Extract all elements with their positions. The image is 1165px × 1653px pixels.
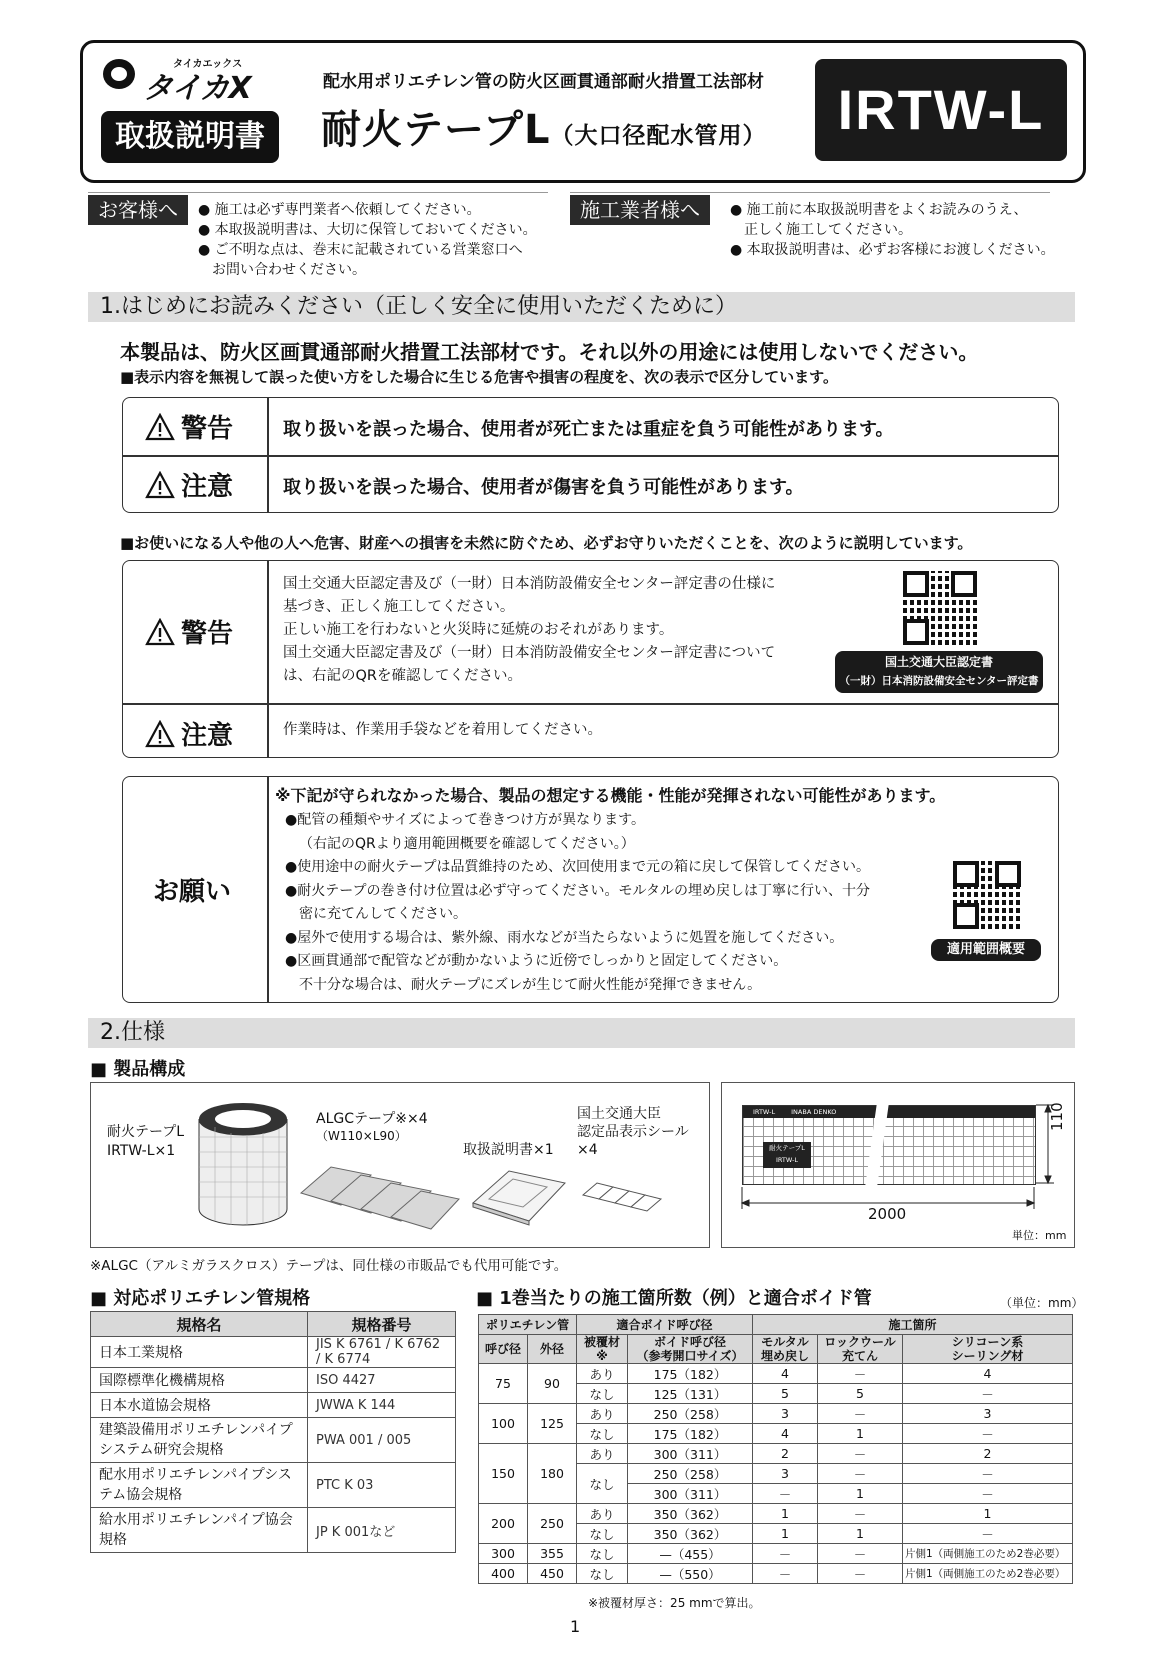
- note-text: お問い合わせください。: [212, 262, 366, 278]
- void-size: 175（182）: [628, 1424, 753, 1444]
- rockwool-count: －: [818, 1564, 903, 1584]
- column-header: 呼び径: [479, 1335, 528, 1364]
- rockwool-count: 1: [818, 1524, 903, 1544]
- standards-table: [90, 1311, 456, 1553]
- caution-triangle-icon: [145, 471, 175, 499]
- cover-material: なし: [577, 1544, 628, 1564]
- column-header: 施工箇所: [753, 1315, 1073, 1335]
- standard-name: 建築設備用ポリエチレンパイプシステム研究会規格: [91, 1418, 308, 1463]
- silicone-count: 4: [903, 1364, 1073, 1384]
- note-text: 本取扱説明書は、必ずお客様にお渡しください。: [746, 242, 1055, 258]
- silicone-count: 3: [903, 1404, 1073, 1424]
- warning-line: 正しい施工を行わないと火災時に延焼のおそれがあります。: [283, 622, 674, 638]
- seal-line: ×4: [577, 1142, 598, 1158]
- cover-material: あり: [577, 1444, 628, 1464]
- silicone-count: －: [903, 1464, 1073, 1484]
- installer-notes: [730, 200, 1070, 260]
- qr-caption-scope: 適用範囲概要: [931, 939, 1041, 961]
- caution-label: [145, 466, 233, 503]
- mortar-count: 3: [753, 1404, 818, 1424]
- outer-diameter: 450: [528, 1564, 577, 1584]
- label-text: 注意: [181, 472, 234, 502]
- header-line: シリコーン系: [951, 1335, 1024, 1349]
- mortar-count: 3: [753, 1464, 818, 1484]
- section1-lead: 本製品は、防火区画貫通部耐火措置工法部材です。それ以外の用途には使用しないでください。: [120, 340, 979, 364]
- standard-code: JP K 001など: [308, 1508, 456, 1553]
- rockwool-count: 1: [818, 1484, 903, 1504]
- seal-label: [577, 1105, 689, 1159]
- product-title-main: 耐火テープL: [321, 107, 551, 153]
- warning-label: [145, 408, 233, 445]
- cover-material: あり: [577, 1504, 628, 1524]
- void-size: 350（362）: [628, 1524, 753, 1544]
- outer-diameter: 125: [528, 1404, 577, 1444]
- table-row: [479, 1544, 1073, 1564]
- logo-kana: タイカエックス: [173, 59, 243, 70]
- count-table-title: ■ 1巻当たりの施工箇所数（例）と適合ボイド管: [476, 1288, 872, 1309]
- rockwool-count: －: [818, 1544, 903, 1564]
- unit-label: 単位：mm: [1012, 1229, 1067, 1242]
- table-row: [91, 1368, 456, 1393]
- standard-code: PWA 001 / 005: [308, 1418, 456, 1463]
- silicone-count: 2: [903, 1444, 1073, 1464]
- table-row: [91, 1418, 456, 1463]
- standard-name: 日本水道協会規格: [91, 1393, 308, 1418]
- column-header: ポリエチレン管: [479, 1315, 577, 1335]
- mortar-count: 1: [753, 1524, 818, 1544]
- tape-print-text: 耐火テープL: [769, 1144, 805, 1152]
- table-row: [91, 1463, 456, 1508]
- header-line: 埋め戻し: [760, 1349, 809, 1363]
- divider: [123, 703, 1058, 705]
- column-header: 規格名: [91, 1312, 308, 1337]
- warning-label: [145, 613, 233, 650]
- request-item: （右記のQRより適用範囲概要を確認してください。）: [299, 835, 635, 852]
- mortar-count: －: [753, 1564, 818, 1584]
- table-row: [479, 1404, 1073, 1424]
- cover-material: なし: [577, 1464, 628, 1504]
- note-item: ● ご不明な点は、巻末に記載されている営業窓口へ: [198, 242, 523, 258]
- column-header: 外径: [528, 1335, 577, 1364]
- product-composition-illustration: [90, 1082, 710, 1248]
- void-size: —（455）: [628, 1544, 753, 1564]
- outer-diameter: 90: [528, 1364, 577, 1404]
- installer-tag: 施工業者様へ: [570, 195, 710, 225]
- cover-material: なし: [577, 1564, 628, 1584]
- nominal-diameter: 300: [479, 1544, 528, 1564]
- rockwool-count: －: [818, 1364, 903, 1384]
- header-line: モルタル: [761, 1335, 809, 1349]
- note-item: ● 本取扱説明書は、大切に保管しておいてください。: [198, 222, 537, 238]
- section1-title: 1.はじめにお読みください（正しく安全に使用いただくために）: [88, 292, 1075, 322]
- request-item: ●屋外で使用する場合は、紫外線、雨水などが当たらないように処置を施してください。: [285, 929, 844, 946]
- tape-label: [107, 1123, 184, 1161]
- rockwool-count: －: [818, 1504, 903, 1524]
- standards-title: ■ 対応ポリエチレン管規格: [90, 1288, 311, 1309]
- header-line: （参考開口サイズ）: [636, 1349, 744, 1363]
- void-size: 300（311）: [628, 1444, 753, 1464]
- column-header: [903, 1335, 1073, 1364]
- algc-label: [316, 1111, 428, 1145]
- scope-qr-code[interactable]: [953, 861, 1021, 929]
- warning-text: [283, 573, 823, 688]
- tape-count: IRTW-L×1: [107, 1143, 176, 1159]
- column-header: [628, 1335, 753, 1364]
- warning-triangle-icon: [145, 413, 175, 441]
- note-text: 本取扱説明書は、大切に保管しておいてください。: [214, 222, 537, 238]
- hazard-level-table: [122, 397, 1059, 513]
- note-item: ● 施工前に本取扱説明書をよくお読みのうえ、: [730, 202, 1028, 218]
- product-title: [321, 98, 767, 155]
- table-header-row: [91, 1312, 456, 1337]
- mortar-count: 1: [753, 1504, 818, 1524]
- warning-line: 国土交通大臣認定書及び（一財）日本消防設備安全センター評定書について: [283, 645, 776, 661]
- brand-logo: [103, 55, 278, 106]
- section1-intro2: ■お使いになる人や他の人へ危害、財産への損害を未然に防ぐため、必ずお守りいただくことを、次のように説明しています。: [120, 534, 973, 552]
- column-header: 被覆材※: [577, 1335, 628, 1364]
- logo-mark-icon: [103, 59, 135, 89]
- document-header: [80, 40, 1086, 183]
- label-text: 警告: [181, 414, 234, 444]
- request-item: ●配管の種類やサイズによって巻きつけ方が異なります。: [285, 812, 645, 828]
- algc-size: （W110×L90）: [316, 1129, 407, 1143]
- standard-name: 給水用ポリエチレンパイプ協会規格: [91, 1508, 308, 1553]
- column-header: 適合ボイド呼び径: [577, 1315, 753, 1335]
- request-list: [285, 809, 905, 997]
- logo-text: タイカX: [143, 71, 251, 106]
- caution-label: [145, 715, 233, 752]
- table-row: [479, 1504, 1073, 1524]
- label-text: 警告: [181, 619, 234, 649]
- warning-triangle-icon: [145, 618, 175, 646]
- request-item: ●耐火テープの巻き付け位置は必ず守ってください。モルタルの埋め戻しは丁寧に行い、十分: [285, 882, 870, 899]
- table-row: [91, 1508, 456, 1553]
- request-label: お願い: [153, 877, 232, 907]
- composition-title: ■ 製品構成: [90, 1059, 186, 1080]
- divider: [123, 455, 1058, 457]
- algc-sheets-icon: [291, 1153, 461, 1239]
- rockwool-count: －: [818, 1404, 903, 1424]
- cover-material: なし: [577, 1424, 628, 1444]
- caution-text: 作業時は、作業用手袋などを着用してください。: [283, 722, 602, 738]
- rockwool-count: －: [818, 1444, 903, 1464]
- manual-item-label: 取扱説明書×1: [463, 1142, 554, 1158]
- cover-material: なし: [577, 1384, 628, 1404]
- page-number: 1: [570, 1617, 581, 1636]
- section1-intro1: ■表示内容を無視して誤った使い方をした場合に生じる危害や損害の程度を、次の表示で区分しています。: [120, 368, 838, 386]
- request-box: [122, 776, 1059, 1003]
- algc-note: ※ALGC（アルミガラスクロス）テープは、同仕様の市販品でも代用可能です。: [90, 1258, 568, 1274]
- header-line: ボイド呼び径: [653, 1335, 726, 1349]
- warning-line: は、右記のQRを確認してください。: [283, 668, 522, 684]
- caption-line: 国土交通大臣認定書: [884, 655, 993, 669]
- silicone-count: －: [903, 1424, 1073, 1444]
- note-item: ● 施工は必ず専門業者へ依頼してください。: [198, 202, 481, 218]
- note-text: 施工は必ず専門業者へ依頼してください。: [214, 202, 481, 218]
- silicone-count: －: [903, 1524, 1073, 1544]
- manual-badge: 取扱説明書: [101, 111, 279, 163]
- void-size: —（550）: [628, 1564, 753, 1584]
- table-row: [479, 1444, 1073, 1464]
- request-item: ●区画貫通部で配管などが動かないように近傍でしっかりと固定してください。: [285, 953, 788, 969]
- count-table-unit: （単位：mm）: [1000, 1296, 1084, 1310]
- outer-diameter: 250: [528, 1504, 577, 1544]
- request-item: 不十分な場合は、耐火テープにズレが生じて耐火性能が発揮できません。: [299, 976, 762, 993]
- tape-print-text: IRTW-L: [775, 1156, 799, 1164]
- standard-code: ISO 4427: [308, 1368, 456, 1393]
- note-item: ● 本取扱説明書は、必ずお客様にお渡しください。: [730, 242, 1055, 258]
- table-header-row: [479, 1315, 1073, 1335]
- standard-name: 配水用ポリエチレンパイプシステム協会規格: [91, 1463, 308, 1508]
- silicone-count: －: [903, 1384, 1073, 1404]
- standard-code: JWWA K 144: [308, 1393, 456, 1418]
- tape-roll-icon: [195, 1097, 291, 1235]
- nominal-diameter: 400: [479, 1564, 528, 1584]
- table-row: [479, 1564, 1073, 1584]
- silicone-count: 1: [903, 1504, 1073, 1524]
- cover-material: なし: [577, 1524, 628, 1544]
- certification-seal-icon: [579, 1169, 669, 1213]
- silicone-count: 片側1（両側施工のため2巻必要）: [903, 1544, 1073, 1564]
- void-size: 250（258）: [628, 1464, 753, 1484]
- divider: [570, 192, 1050, 193]
- divider: [88, 192, 548, 193]
- label-text: 注意: [181, 721, 234, 751]
- tape-dimension-drawing: [721, 1082, 1075, 1248]
- outer-diameter: 355: [528, 1544, 577, 1564]
- tape-print-text: IRTW-L: [753, 1108, 776, 1116]
- warning-description: 取り扱いを誤った場合、使用者が死亡または重症を負う可能性があります。: [283, 419, 894, 440]
- standard-code: JIS K 6761 / K 6762 / K 6774: [308, 1337, 456, 1368]
- caution-description: 取り扱いを誤った場合、使用者が傷害を負う可能性があります。: [283, 477, 804, 498]
- table-header-row: [479, 1335, 1073, 1364]
- caution-triangle-icon: [145, 720, 175, 748]
- mortar-count: 4: [753, 1424, 818, 1444]
- note-text: 正しく施工してください。: [744, 222, 912, 238]
- installation-count-table: [478, 1314, 1073, 1584]
- void-size: 250（258）: [628, 1404, 753, 1424]
- mortar-count: 4: [753, 1364, 818, 1384]
- divider: [267, 561, 269, 757]
- dimension-width: 2000: [868, 1205, 907, 1223]
- rockwool-count: －: [818, 1464, 903, 1484]
- divider: [267, 777, 269, 1002]
- nominal-diameter: 100: [479, 1404, 528, 1444]
- column-header: [818, 1335, 903, 1364]
- seal-line: 国土交通大臣: [577, 1106, 661, 1122]
- header-line: 充てん: [841, 1349, 878, 1363]
- silicone-count: 片側1（両側施工のため2巻必要）: [903, 1564, 1073, 1584]
- request-item: ●使用途中の耐火テープは品質維持のため、次回使用まで元の箱に戻して保管してください。: [285, 859, 870, 875]
- customer-notes: [198, 200, 558, 280]
- standard-code: PTC K 03: [308, 1463, 456, 1508]
- mortar-count: －: [753, 1484, 818, 1504]
- nominal-diameter: 75: [479, 1364, 528, 1404]
- manual-booklet-icon: [469, 1163, 569, 1233]
- rockwool-count: 5: [818, 1384, 903, 1404]
- tape-print-text: INABA DENKO: [791, 1108, 837, 1116]
- product-subtitle: 配水用ポリエチレン管の防火区画貫通部耐火措置工法部材: [323, 72, 764, 92]
- warning-caution-table: [122, 560, 1059, 758]
- qr-caption-certificate: [835, 651, 1043, 693]
- header-line: ロックウール: [824, 1335, 896, 1349]
- customer-tag: お客様へ: [88, 195, 188, 225]
- cover-material: あり: [577, 1364, 628, 1384]
- note-text: ご不明な点は、巻末に記載されている営業窓口へ: [214, 242, 523, 258]
- dimension-height: 110: [1048, 1102, 1066, 1131]
- standard-name: 国際標準化機構規格: [91, 1368, 308, 1393]
- warning-line: 国土交通大臣認定書及び（一財）日本消防設備安全センター評定書の仕様に: [283, 576, 776, 592]
- algc-name: ALGCテープ※×4: [316, 1111, 428, 1127]
- void-size: 125（131）: [628, 1384, 753, 1404]
- outer-diameter: 180: [528, 1444, 577, 1504]
- tape-name: 耐火テープL: [107, 1124, 185, 1140]
- count-table-note: ※被覆材厚さ：25 mmで算出。: [588, 1596, 761, 1610]
- void-size: 350（362）: [628, 1504, 753, 1524]
- request-heading: ※下記が守られなかった場合、製品の想定する機能・性能が発揮されない可能性があります。: [275, 786, 946, 805]
- warning-line: 基づき、正しく施工してください。: [283, 599, 515, 615]
- void-size: 175（182）: [628, 1364, 753, 1384]
- cover-material: あり: [577, 1404, 628, 1424]
- count-table-body: [479, 1364, 1073, 1584]
- silicone-count: －: [903, 1484, 1073, 1504]
- table-row: [479, 1364, 1073, 1384]
- request-item: 密に充てんしてください。: [299, 906, 467, 922]
- caption-line: （一財）日本消防設備安全センター評定書: [839, 675, 1039, 687]
- standard-name: 日本工業規格: [91, 1337, 308, 1368]
- column-header: [753, 1335, 818, 1364]
- mortar-count: 2: [753, 1444, 818, 1464]
- nominal-diameter: 200: [479, 1504, 528, 1544]
- model-number: IRTW-L: [815, 59, 1067, 161]
- void-size: 300（311）: [628, 1484, 753, 1504]
- mortar-count: －: [753, 1544, 818, 1564]
- section2-title: 2.仕様: [88, 1018, 1075, 1048]
- certificate-qr-code[interactable]: [903, 571, 977, 645]
- column-header: 規格番号: [308, 1312, 456, 1337]
- rockwool-count: 1: [818, 1424, 903, 1444]
- seal-line: 認定品表示シール: [577, 1124, 689, 1140]
- table-row: [91, 1337, 456, 1368]
- mortar-count: 5: [753, 1384, 818, 1404]
- table-row: [91, 1393, 456, 1418]
- nominal-diameter: 150: [479, 1444, 528, 1504]
- header-line: シーリング材: [951, 1349, 1024, 1363]
- product-title-suffix: （大口径配水管用）: [550, 123, 767, 149]
- note-text: 施工前に本取扱説明書をよくお読みのうえ、: [746, 202, 1028, 218]
